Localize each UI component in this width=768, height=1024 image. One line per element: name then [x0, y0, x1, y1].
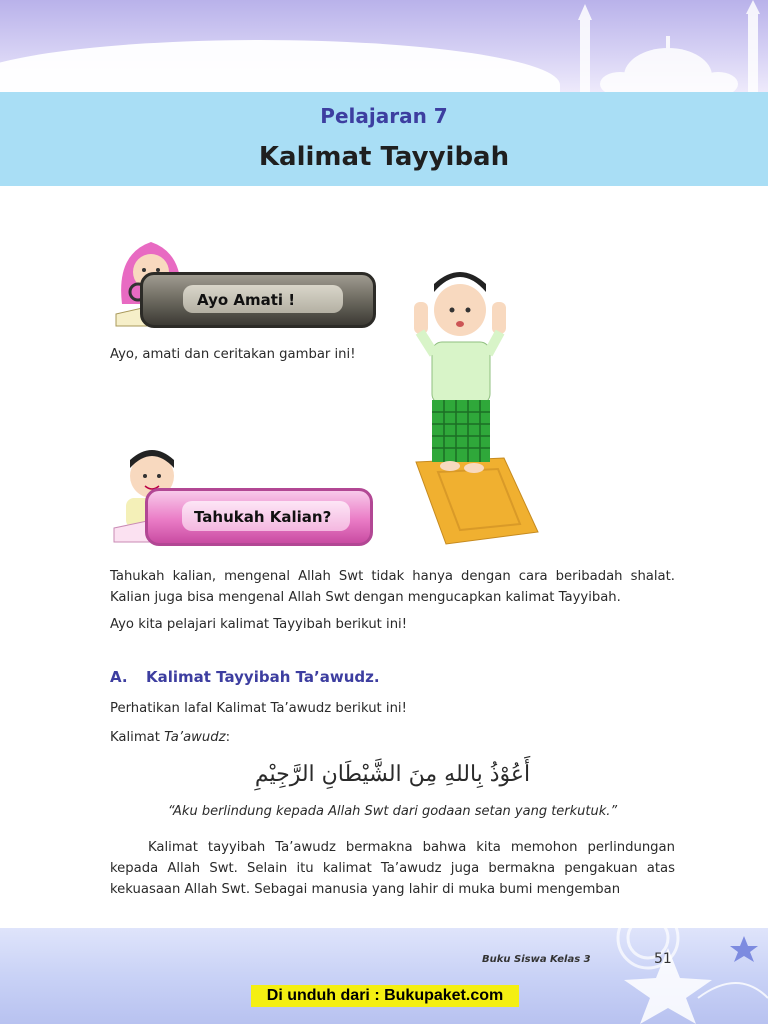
page-number: 51 — [654, 951, 672, 967]
intro-paragraph: Tahukah kalian, mengenal Allah Swt tidak hanya dengan cara beribadah shalat. Kalian juga bisa mengenal Allah Swt dengan mengucapkan kalimat Tayyibah. — [110, 569, 675, 605]
taawudz-term: Ta’awudz — [164, 730, 226, 745]
intro-call-to-action: Ayo kita pelajari kalimat Tayyibah berikut ini! — [110, 617, 408, 632]
top-decor-band — [0, 0, 768, 92]
section-heading — [110, 668, 380, 686]
download-source-banner: Di unduh dari : Bukupaket.com — [251, 985, 519, 1007]
ayo-amati-badge — [140, 272, 376, 328]
taawudz-label-prefix: Kalimat — [110, 730, 165, 745]
page-title: Kalimat Tayyibah — [258, 142, 510, 172]
arabic-verse: أَعُوْذُ بِاللهِ مِنَ الشَّيْطَانِ الرَّجِيْمِ — [254, 762, 531, 787]
section-instruction: Perhatikan lafal Kalimat Ta’awudz berikut ini! — [110, 701, 407, 716]
top-wave-shape — [0, 40, 560, 92]
ayo-amati-label: Ayo Amati ! — [197, 291, 296, 309]
tahukah-kalian-badge — [145, 488, 373, 546]
section-letter: A. — [110, 668, 128, 686]
bottom-decor-band — [0, 928, 768, 1024]
footer-book-title: Buku Siswa Kelas 3 — [482, 954, 591, 965]
boy-praying-illustration — [408, 262, 540, 552]
star-decoration-icon — [548, 928, 768, 1024]
section-title: Kalimat Tayyibah Ta’awudz. — [146, 668, 380, 686]
mosque-silhouette-icon — [528, 0, 768, 92]
section-body-paragraph: Kalimat tayyibah Ta’awudz bermakna bahwa kita memohon perlindungan kepada Allah Swt. Selain itu kalimat Ta’awudz juga bermakna pengakuan atas kekuasaan Allah Swt. Sebagai manusia yang lahir di muka bumi mengemban — [110, 840, 675, 897]
taawudz-label-suffix: : — [225, 730, 231, 745]
instruction-text: Ayo, amati dan ceritakan gambar ini! — [110, 347, 356, 362]
tahukah-label: Tahukah Kalian? — [194, 508, 332, 526]
taawudz-label — [110, 727, 675, 748]
title-bar — [0, 92, 768, 186]
verse-translation: “Aku berlindung kepada Allah Swt dari godaan setan yang terkutuk.” — [167, 804, 618, 819]
lesson-number: Pelajaran 7 — [320, 104, 448, 128]
